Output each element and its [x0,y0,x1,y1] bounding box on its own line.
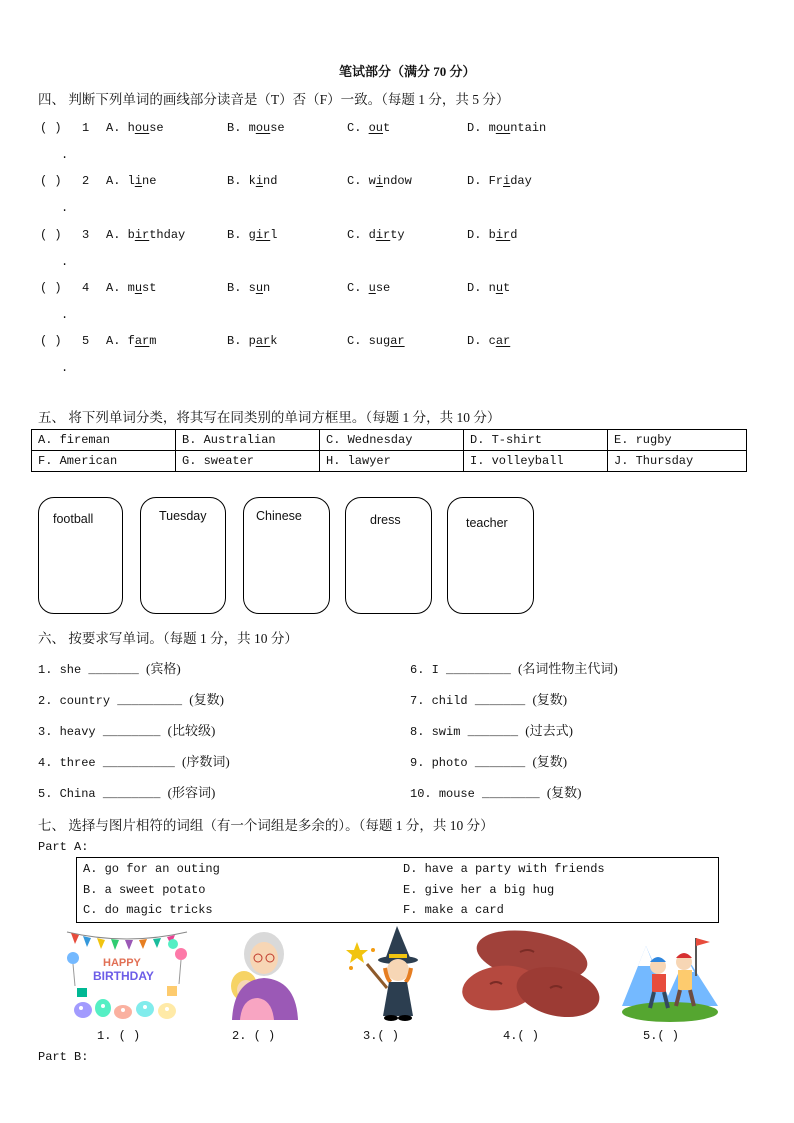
answer-blank[interactable]: _______ [474,694,526,708]
question-number: 2 [82,174,90,189]
word-option: C. dirty [347,227,405,242]
answer-blank[interactable]: _________ [446,663,511,677]
fill-in-item: 6. I _________ (名词性物主代词) [410,661,618,677]
answer-blank[interactable]: __________ [102,756,175,770]
word-option: C. sugar [347,334,405,349]
question-number: 1 [82,121,90,135]
word-cell: D. T-shirt [464,430,608,451]
option-f: F. make a card [403,903,504,917]
grandma-hug-picture [224,928,300,1022]
word-cell: F. American [32,451,176,472]
answer-blank[interactable]: ________ [102,725,161,739]
word-cell: G. sweater [176,451,320,472]
fill-in-item: 4. three __________ (序数词) [38,754,230,770]
fill-in-item: 10. mouse ________ (复数) [410,785,582,801]
answer-blank[interactable]: _______ [88,663,139,677]
word-option: C. window [347,174,412,189]
option-a: A. go for an outing [83,862,220,876]
word-table-row [32,430,747,451]
magician-picture [345,924,437,1022]
category-box-football[interactable] [38,497,123,614]
answer-slot-5[interactable]: 5.( ) [643,1029,680,1043]
question-number: 4 [82,280,90,295]
row-dot: . [61,148,69,162]
word-option: B. girl [227,227,278,242]
word-option: D. mountain [467,121,547,135]
question-number: 5 [82,334,90,349]
answer-slot-3[interactable]: 3.( ) [363,1029,400,1043]
fill-in-item: 9. photo _______ (复数) [410,754,568,770]
category-box-dress[interactable] [345,497,432,614]
category-box-chinese[interactable] [243,497,330,614]
answer-blank[interactable]: _______ [467,725,519,739]
word-option: D. bird [467,227,518,242]
part-b-label: Part B: [38,1050,89,1064]
answer-blank[interactable]: ________ [482,787,540,801]
row-dot: . [61,361,69,376]
birthday-text: BIRTHDAY [93,969,154,983]
word-option: A. birthday [106,227,186,242]
word-cell: B. Australian [176,430,320,451]
sweet-potato-picture [460,926,604,1022]
word-cell: E. rugby [608,430,747,451]
happy-text: HAPPY [103,957,141,969]
page-title: 笔试部分（满分 70 分） [339,64,476,79]
outing-picture [622,926,718,1022]
answer-blank[interactable]: _________ [117,694,183,708]
fill-in-item: 7. child _______ (复数) [410,692,568,708]
part-a-label: Part A: [38,840,89,854]
answer-blank[interactable]: ________ [102,787,161,801]
word-option: A. house [106,121,164,135]
category-box-tuesday[interactable] [140,497,226,614]
row-dot: . [61,201,69,216]
option-b: B. a sweet potato [83,883,206,897]
answer-paren[interactable]: ( ) [40,174,62,189]
word-table [31,429,747,472]
answer-paren[interactable]: ( ) [40,280,62,295]
question-number: 3 [82,227,90,242]
answer-slot-4[interactable]: 4.( ) [503,1029,540,1043]
word-option: D. Friday [467,174,532,189]
category-label: dress [370,513,401,527]
section-5-heading: 五、 将下列单词分类，将其写在同类别的单词方框里。（每题 1 分，共 10 分） [38,410,501,425]
section-6-heading: 六、 按要求写单词。（每题 1 分，共 10 分） [38,631,298,646]
word-option: A. line [106,174,157,189]
fill-in-item: 2. country _________ (复数) [38,692,224,708]
category-label: Tuesday [159,509,207,523]
category-label: teacher [466,516,508,530]
word-option: C. use [347,280,391,295]
word-option: D. car [467,334,511,349]
word-option: C. out [347,121,391,135]
option-c: C. do magic tricks [83,903,213,917]
birthday-party-picture [63,924,191,1024]
word-option: A. must [106,280,157,295]
option-e: E. give her a big hug [403,883,555,897]
section-7-heading: 七、 选择与图片相符的词组（有一个词组是多余的）。（每题 1 分，共 10 分） [38,818,494,833]
answer-paren[interactable]: ( ) [40,121,62,135]
word-option: B. park [227,334,278,349]
category-label: football [53,512,94,526]
word-cell: H. lawyer [320,451,464,472]
fill-in-item: 1. she _______ (宾格) [38,661,181,677]
fill-in-item: 8. swim _______ (过去式) [410,723,573,739]
answer-paren[interactable]: ( ) [40,334,62,349]
word-option: A. farm [106,334,157,349]
answer-blank[interactable]: _______ [474,756,526,770]
word-cell: I. volleyball [464,451,608,472]
answer-slot-2[interactable]: 2. ( ) [232,1029,276,1043]
option-d: D. have a party with friends [403,862,605,876]
answer-slot-1[interactable]: 1. ( ) [97,1029,141,1043]
word-cell: A. fireman [32,430,176,451]
word-option: B. kind [227,174,278,189]
word-option: D. nut [467,280,511,295]
fill-in-item: 5. China ________ (形容词) [38,785,216,801]
answer-paren[interactable]: ( ) [40,227,62,242]
row-dot: . [61,307,69,322]
word-cell: J. Thursday [608,451,747,472]
fill-in-item: 3. heavy ________ (比较级) [38,723,216,739]
word-option: B. sun [227,280,271,295]
word-table-row [32,451,747,472]
section-4-heading: 四、 判断下列单词的画线部分读音是（T）否（F）一致。（每题 1 分，共 5 分） [38,92,510,107]
row-dot: . [61,254,69,269]
word-cell: C. Wednesday [320,430,464,451]
category-box-teacher[interactable] [447,497,534,614]
word-option: B. mouse [227,121,285,135]
category-label: Chinese [256,509,302,523]
